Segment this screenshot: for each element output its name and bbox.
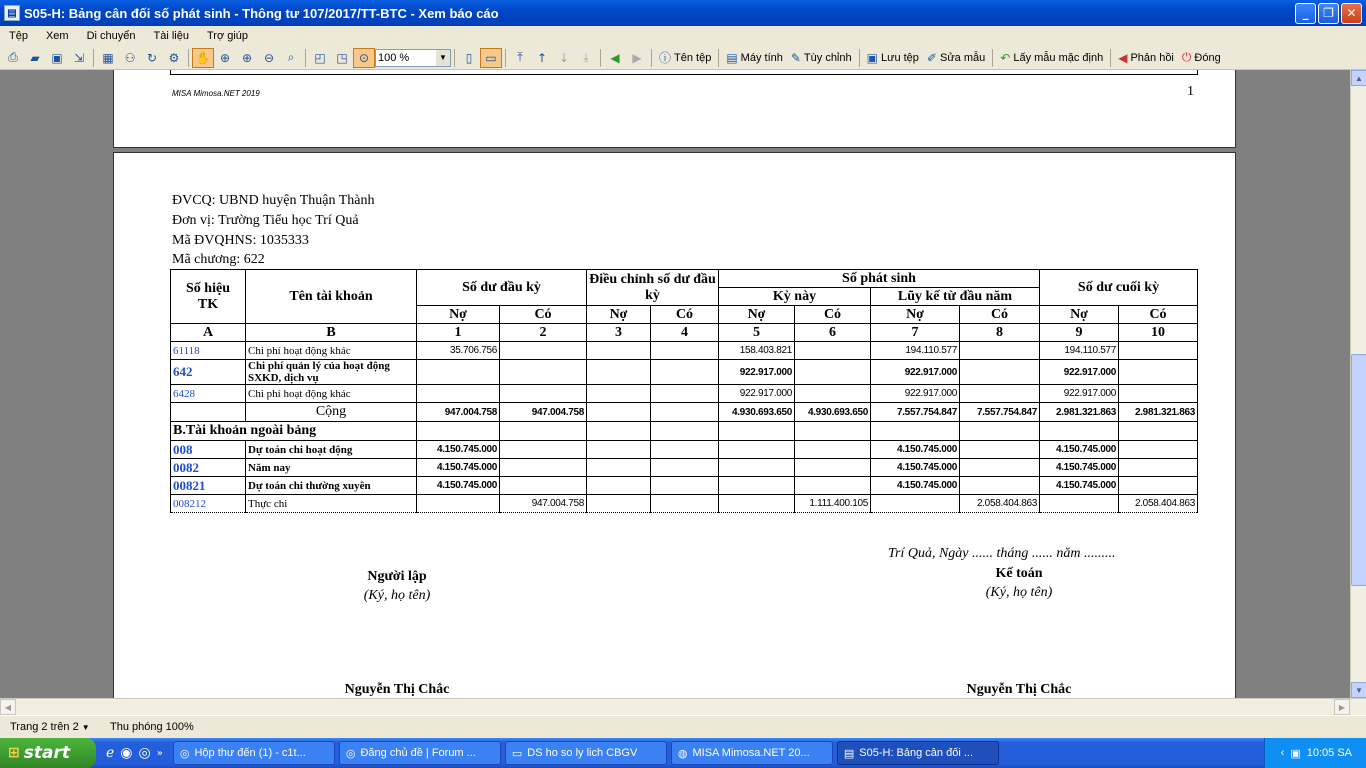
total-cell: 2.981.321.863 — [1119, 403, 1198, 422]
amount-cell — [960, 342, 1040, 360]
page-setup-icon[interactable]: ⚙ — [168, 50, 180, 65]
amount-cell — [651, 459, 719, 477]
col-index: 2 — [500, 324, 587, 342]
amount-cell — [719, 459, 795, 477]
amount-cell: 4.150.745.000 — [871, 441, 960, 459]
amount-cell — [417, 385, 500, 403]
feedback-button[interactable] — [1114, 48, 1178, 68]
menu-document[interactable]: Tài liệu — [153, 30, 189, 42]
close-label: Đóng — [1194, 51, 1221, 64]
thumbnails-icon[interactable]: ▦ — [102, 50, 114, 65]
preparer-title: Người lập — [367, 569, 427, 584]
amount-cell: 4.150.745.000 — [871, 477, 960, 495]
actual-size-icon[interactable]: ⊙ — [353, 48, 375, 68]
account-code[interactable]: 6428 — [171, 385, 246, 403]
customize-icon: ✎ — [790, 50, 801, 65]
app-icon: ▤ — [4, 5, 20, 21]
save-file-button[interactable] — [863, 48, 923, 68]
firefox-icon[interactable]: ◉ — [120, 745, 133, 761]
restore-button[interactable]: ❐ — [1318, 3, 1339, 24]
scroll-left-icon[interactable]: ◀ — [0, 699, 16, 715]
amount-cell — [795, 441, 871, 459]
col-index: 9 — [1040, 324, 1119, 342]
total-cell: 947.004.758 — [500, 403, 587, 422]
chrome-icon[interactable]: ◎ — [138, 745, 151, 761]
first-page-icon[interactable]: ⤒ — [517, 50, 523, 64]
balance-table — [170, 269, 1198, 513]
clock[interactable]: 10:05 SA — [1306, 747, 1352, 759]
menu-file[interactable]: Tệp — [9, 30, 28, 42]
amount-cell: 922.917.000 — [719, 385, 795, 403]
info-icon: ⓘ — [659, 51, 672, 65]
col-index: 10 — [1119, 324, 1198, 342]
sign-date: Trí Quả, Ngày ...... tháng ...... năm ......... — [888, 546, 1116, 561]
section-b-row — [171, 422, 1198, 441]
amount-cell: 922.917.000 — [1040, 385, 1119, 403]
close-icon: ⏻ — [1181, 50, 1192, 64]
amount-cell: 194.110.577 — [1040, 342, 1119, 360]
export-icon[interactable]: ⇲ — [73, 50, 85, 65]
total-cell: 7.557.754.847 — [871, 403, 960, 422]
horizontal-scrollbar[interactable] — [0, 698, 1366, 715]
amount-cell: 2.058.404.863 — [1119, 495, 1198, 513]
task-label: Đăng chủ đề | Forum ... — [360, 747, 476, 759]
account-code[interactable]: 00821 — [171, 477, 246, 495]
scroll-thumb[interactable] — [1351, 354, 1366, 586]
col-debit: Nợ — [1040, 306, 1119, 324]
total-cell: 947.004.758 — [417, 403, 500, 422]
col-this-period: Kỳ này — [719, 288, 871, 306]
taskbar — [0, 738, 1366, 768]
section-b-title: B.Tài khoản ngoài bảng — [171, 422, 417, 441]
table-row — [171, 477, 1198, 495]
amount-cell: 947.004.758 — [500, 495, 587, 513]
amount-cell: 4.150.745.000 — [417, 459, 500, 477]
col-debit: Nợ — [417, 306, 500, 324]
open-icon[interactable]: ▰ — [30, 50, 40, 65]
megaphone-icon: ◀ — [1118, 50, 1128, 65]
header-chapter: Mã chương: 622 — [172, 252, 265, 267]
binoculars-icon[interactable]: ⚇ — [124, 50, 136, 65]
amount-cell — [587, 459, 651, 477]
col-index: B — [246, 324, 417, 342]
account-code[interactable]: 61118 — [171, 342, 246, 360]
customize-button[interactable] — [787, 48, 856, 68]
page-1-table-tail — [170, 70, 1198, 75]
amount-cell — [500, 459, 587, 477]
title-bar — [0, 0, 1366, 26]
save-icon[interactable]: ▣ — [51, 50, 63, 65]
floppy-icon: ▣ — [866, 50, 878, 65]
amount-cell — [651, 360, 719, 385]
amount-cell — [417, 360, 500, 385]
amount-cell: 194.110.577 — [871, 342, 960, 360]
account-name: Chi phí hoạt động khác — [246, 342, 417, 360]
table-row — [171, 459, 1198, 477]
account-name: Thực chi — [246, 495, 417, 513]
zoom-indicator: Thu phóng 100% — [110, 721, 194, 733]
amount-cell — [960, 441, 1040, 459]
amount-cell — [960, 360, 1040, 385]
menu-help[interactable]: Trợ giúp — [206, 30, 249, 42]
header-agency: ĐVCQ: UBND huyện Thuận Thành — [172, 193, 375, 208]
amount-cell: 4.150.745.000 — [1040, 477, 1119, 495]
feedback-label: Phản hồi — [1130, 51, 1174, 64]
amount-cell — [587, 441, 651, 459]
total-label: Cộng — [246, 403, 417, 422]
amount-cell — [651, 441, 719, 459]
document-viewport[interactable] — [0, 70, 1350, 698]
amount-cell: 4.150.745.000 — [417, 441, 500, 459]
amount-cell — [500, 385, 587, 403]
zoom-region-icon[interactable]: ⌕ — [287, 50, 295, 64]
menu-view[interactable]: Xem — [45, 30, 69, 42]
amount-cell: 922.917.000 — [871, 385, 960, 403]
status-bar — [0, 715, 1366, 738]
preparer-name: Nguyễn Thị Chắc — [344, 682, 450, 697]
amount-cell — [651, 477, 719, 495]
quick-launch — [106, 745, 163, 761]
chrome-icon: ◎ — [179, 746, 190, 760]
window-title: S05-H: Bảng cân đối số phát sinh - Thông tư 107/2017/TT-BTC - Xem báo cáo — [24, 5, 499, 21]
file-name-button[interactable] — [655, 48, 715, 68]
network-icon[interactable]: ▣ — [1290, 747, 1301, 760]
col-debit: Nợ — [587, 306, 651, 324]
task-label: Hộp thư đến (1) - c1t... — [194, 747, 306, 759]
zoom-tool-icon[interactable]: ⊕ — [219, 50, 231, 65]
toolbar — [0, 46, 1366, 70]
computer-button[interactable] — [722, 48, 787, 68]
amount-cell — [500, 360, 587, 385]
task-label: DS ho so ly lich CBGV — [527, 747, 638, 759]
total-cell: 7.557.754.847 — [960, 403, 1040, 422]
single-page-icon[interactable]: ▯ — [465, 50, 473, 65]
scroll-down-icon[interactable]: ▼ — [1351, 682, 1366, 698]
account-name: Năm nay — [246, 459, 417, 477]
amount-cell — [1119, 441, 1198, 459]
fit-page-icon[interactable]: ◰ — [314, 50, 326, 65]
account-code[interactable]: 008212 — [171, 495, 246, 513]
account-code[interactable]: 642 — [171, 360, 246, 385]
ie-icon[interactable]: ℯ — [106, 745, 115, 761]
close-button[interactable] — [1178, 48, 1225, 68]
last-page-icon[interactable]: ⤓ — [583, 50, 589, 64]
zoom-value: 100 % — [378, 51, 410, 64]
calculator-icon: ▤ — [726, 50, 738, 65]
amount-cell — [795, 385, 871, 403]
col-index: A — [171, 324, 246, 342]
page-number: 1 — [1187, 84, 1194, 99]
amount-cell — [1119, 385, 1198, 403]
table-row — [171, 360, 1198, 385]
report-icon: ▤ — [843, 746, 855, 760]
misa-icon: ◍ — [677, 746, 688, 760]
amount-cell — [587, 360, 651, 385]
amount-cell — [960, 477, 1040, 495]
save-file-label: Lưu tệp — [880, 51, 919, 64]
system-tray — [1264, 738, 1366, 768]
task-label: MISA Mimosa.NET 20... — [692, 747, 810, 759]
amount-cell — [1119, 477, 1198, 495]
edit-icon: ✐ — [926, 50, 937, 65]
col-arising: Số phát sinh — [719, 270, 1040, 288]
total-cell: 4.930.693.650 — [795, 403, 871, 422]
table-row — [171, 495, 1198, 513]
amount-cell — [500, 477, 587, 495]
amount-cell — [871, 495, 960, 513]
col-closing: Số dư cuối kỳ — [1040, 270, 1198, 306]
col-credit: Có — [651, 306, 719, 324]
next-page-icon[interactable]: ↓ — [558, 50, 570, 65]
accountant-title: Kế toán — [995, 566, 1043, 581]
page-indicator[interactable] — [0, 721, 110, 733]
zoom-select[interactable] — [375, 49, 451, 67]
task-label: S05-H: Bảng cân đối ... — [859, 747, 973, 759]
customize-label: Tùy chỉnh — [803, 51, 852, 64]
amount-cell — [795, 342, 871, 360]
start-button[interactable] — [0, 738, 96, 768]
menu-bar — [0, 26, 1366, 46]
table-row — [171, 441, 1198, 459]
print-icon[interactable]: ⎙ — [8, 50, 18, 64]
minimize-button[interactable]: _ — [1295, 3, 1316, 24]
table-row — [171, 342, 1198, 360]
amount-cell: 2.058.404.863 — [960, 495, 1040, 513]
default-template-label: Lấy mẫu mặc định — [1013, 51, 1104, 64]
amount-cell — [795, 360, 871, 385]
header-code: Mã ĐVQHNS: 1035333 — [172, 233, 309, 248]
col-ytd: Lũy kế từ đầu năm — [871, 288, 1040, 306]
page-1 — [113, 70, 1236, 148]
amount-cell — [1119, 459, 1198, 477]
col-account-name: Tên tài khoản — [246, 270, 417, 324]
col-credit: Có — [1119, 306, 1198, 324]
col-credit: Có — [500, 306, 587, 324]
col-debit: Nợ — [871, 306, 960, 324]
accountant-name: Nguyễn Thị Chắc — [966, 682, 1072, 697]
amount-cell — [719, 441, 795, 459]
amount-cell — [960, 459, 1040, 477]
col-credit: Có — [795, 306, 871, 324]
amount-cell: 922.917.000 — [719, 360, 795, 385]
amount-cell — [960, 385, 1040, 403]
amount-cell — [1040, 495, 1119, 513]
more-icon[interactable]: » — [156, 747, 163, 759]
total-cell: 4.930.693.650 — [719, 403, 795, 422]
zoom-in-icon[interactable]: ⊕ — [241, 50, 253, 65]
col-index: 8 — [960, 324, 1040, 342]
amount-cell: 1.111.400.105 — [795, 495, 871, 513]
folder-icon: ▭ — [511, 746, 523, 760]
amount-cell — [1119, 360, 1198, 385]
amount-cell — [651, 385, 719, 403]
page-indicator-text: Trang 2 trên 2 — [10, 721, 79, 733]
col-debit: Nợ — [719, 306, 795, 324]
account-code[interactable]: 0082 — [171, 459, 246, 477]
total-cell — [651, 403, 719, 422]
tray-arrow-icon[interactable]: ‹ — [1280, 747, 1285, 759]
edit-template-button[interactable] — [923, 48, 989, 68]
page-2 — [113, 152, 1236, 698]
amount-cell — [500, 441, 587, 459]
task-misa[interactable] — [671, 741, 833, 765]
refresh-icon[interactable]: ↻ — [146, 50, 158, 65]
chrome-icon: ◎ — [345, 746, 356, 760]
task-gmail[interactable] — [173, 741, 335, 765]
col-index: 4 — [651, 324, 719, 342]
file-name-label: Tên tệp — [674, 51, 712, 64]
zoom-out-icon[interactable]: ⊖ — [263, 50, 275, 65]
task-forum[interactable] — [339, 741, 501, 765]
header-unit: Đơn vị: Trường Tiểu học Trí Quả — [172, 213, 359, 228]
chevron-down-icon[interactable]: ▼ — [436, 50, 450, 66]
amount-cell: 922.917.000 — [871, 360, 960, 385]
forward-icon[interactable]: ▶ — [632, 50, 642, 65]
amount-cell: 158.403.821 — [719, 342, 795, 360]
total-row — [171, 403, 1198, 422]
amount-cell — [587, 495, 651, 513]
table-row — [171, 385, 1198, 403]
col-index: 1 — [417, 324, 500, 342]
col-index: 5 — [719, 324, 795, 342]
computer-label: Máy tính — [740, 51, 783, 64]
amount-cell — [719, 477, 795, 495]
amount-cell — [795, 477, 871, 495]
task-report[interactable] — [837, 741, 999, 765]
fit-width-icon[interactable]: ◳ — [336, 50, 348, 65]
amount-cell — [1119, 342, 1198, 360]
amount-cell: 35.706.756 — [417, 342, 500, 360]
scroll-right-icon[interactable]: ▶ — [1334, 699, 1350, 715]
amount-cell — [417, 495, 500, 513]
default-template-button[interactable] — [996, 48, 1107, 68]
back-icon[interactable]: ◀ — [610, 50, 620, 65]
amount-cell — [719, 495, 795, 513]
task-folder[interactable] — [505, 741, 667, 765]
start-label: start — [23, 743, 70, 763]
scroll-up-icon[interactable]: ▲ — [1351, 70, 1366, 86]
windows-logo-icon: ⊞ — [8, 745, 20, 761]
total-cell: 2.981.321.863 — [1040, 403, 1119, 422]
col-index: 6 — [795, 324, 871, 342]
menu-navigate[interactable]: Di chuyển — [86, 30, 136, 42]
edit-template-label: Sửa mẫu — [939, 51, 986, 64]
col-opening: Số dư đầu kỳ — [417, 270, 587, 306]
amount-cell: 922.917.000 — [1040, 360, 1119, 385]
account-code[interactable]: 008 — [171, 441, 246, 459]
col-index: 3 — [587, 324, 651, 342]
account-name: Chi phí quản lý của hoạt động SXKD, dịch vụ — [246, 360, 417, 385]
undo-icon: ↶ — [1000, 50, 1011, 65]
account-name: Dự toán chi hoạt động — [246, 441, 417, 459]
col-account-no: Số hiệu TK — [171, 270, 246, 324]
amount-cell — [587, 342, 651, 360]
multi-page-icon[interactable]: ▭ — [480, 48, 502, 68]
amount-cell — [795, 459, 871, 477]
amount-cell — [500, 342, 587, 360]
close-window-button[interactable]: ✕ — [1341, 3, 1362, 24]
chevron-down-icon: ▼ — [81, 723, 90, 732]
amount-cell: 4.150.745.000 — [1040, 459, 1119, 477]
amount-cell — [651, 342, 719, 360]
amount-cell — [587, 385, 651, 403]
col-credit: Có — [960, 306, 1040, 324]
account-name: Chi phí hoạt động khác — [246, 385, 417, 403]
preparer-note: (Ký, họ tên) — [363, 588, 431, 603]
prev-page-icon[interactable]: ↑ — [536, 50, 548, 65]
vertical-scrollbar[interactable] — [1350, 70, 1366, 698]
hand-tool-icon[interactable]: ✋ — [192, 48, 214, 68]
accountant-note: (Ký, họ tên) — [985, 585, 1053, 600]
amount-cell: 4.150.745.000 — [1040, 441, 1119, 459]
amount-cell: 4.150.745.000 — [871, 459, 960, 477]
total-cell — [587, 403, 651, 422]
page-1-footer-left: MISA Mimosa.NET 2019 — [172, 89, 260, 98]
amount-cell: 4.150.745.000 — [417, 477, 500, 495]
amount-cell — [587, 477, 651, 495]
account-name: Dự toán chi thường xuyên — [246, 477, 417, 495]
amount-cell — [651, 495, 719, 513]
col-index: 7 — [871, 324, 960, 342]
col-adjust: Điều chỉnh số dư đầu kỳ — [587, 270, 719, 306]
